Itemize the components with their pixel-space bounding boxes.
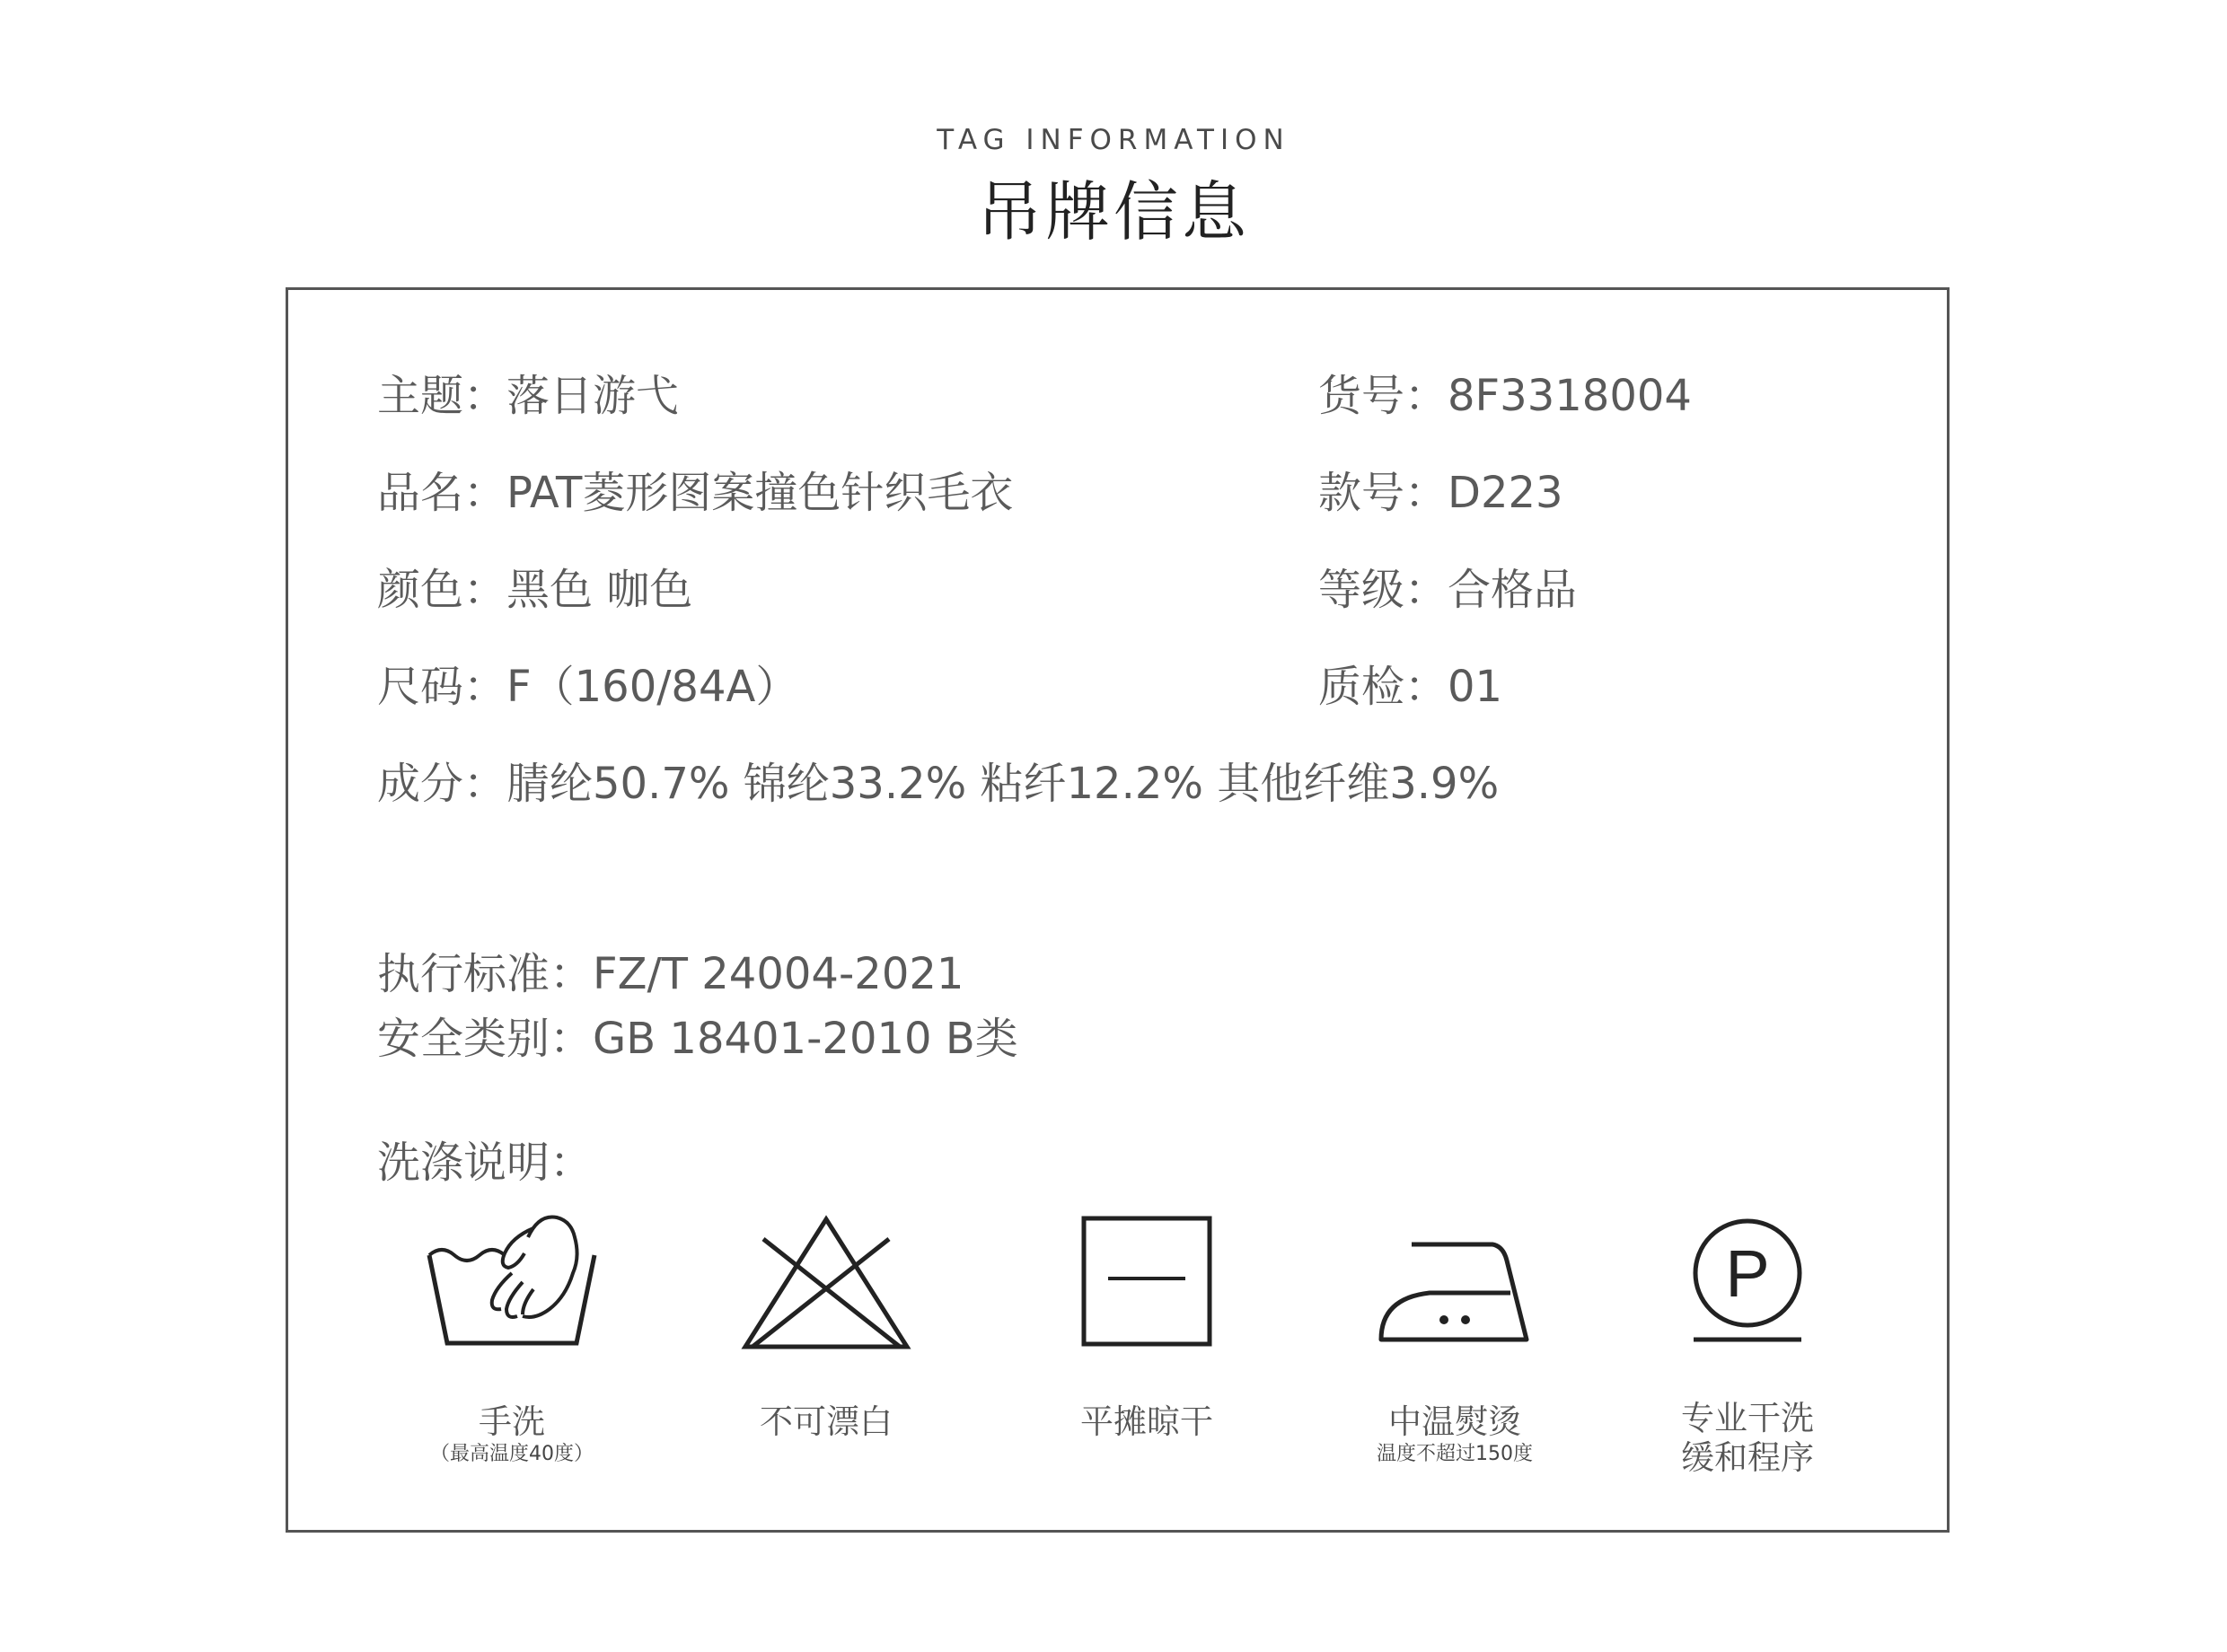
theme-value: 落日游弋 [506,371,680,421]
professional-dry-clean-icon [1685,1217,1810,1343]
care-title: 洗涤说明： [377,1138,594,1188]
iron-medium-label [1329,1402,1580,1467]
product-name-value: PAT菱形图案撞色针织毛衣 [506,468,1014,518]
dry-flat-label [1021,1402,1272,1442]
composition-field [377,749,1499,811]
safety-label: 安全类别： [377,1014,594,1064]
svg-text:P: P [1725,1236,1770,1311]
safety-value: GB 18401-2010 B类 [593,1014,1018,1064]
color-value: 黑色 咖色 [506,565,693,615]
grade-value: 合格品 [1448,565,1578,615]
safety-field [377,1004,1018,1066]
dry-flat-text: 平摊晾干 [1080,1402,1213,1441]
header-en-title: TAG INFORMATION [937,124,1290,156]
professional-dry-clean-text: 专业干洗 [1681,1399,1814,1437]
professional-dry-clean-text-2: 缓和程序 [1681,1438,1814,1477]
iron-medium-subtext: 温度不超过150度 [1377,1443,1533,1465]
hand-wash-label [386,1402,638,1467]
qc-field [1318,652,1502,714]
style-no-label: 款号： [1318,468,1448,518]
standard-label: 执行标准： [377,949,594,999]
size-value: F（160/84A） [506,662,799,712]
standard-field [377,939,964,1001]
item-no-label: 货号： [1318,371,1448,421]
product-name-label: 品名： [377,468,507,518]
no-bleach-text: 不可漂白 [760,1402,893,1441]
product-name-field [377,458,1013,520]
color-field [377,555,692,617]
theme-label: 主题： [377,371,507,421]
composition-label: 成分： [377,759,507,809]
item-no-value: 8F3318004 [1448,371,1692,421]
size-label: 尺码： [377,662,507,712]
hand-wash-text: 手洗 [479,1402,545,1441]
no-bleach-label [700,1402,952,1442]
theme-field [377,361,679,423]
qc-label: 质检： [1318,662,1448,712]
grade-label: 等级： [1318,565,1448,615]
grade-field [1318,555,1577,617]
color-label: 颜色： [377,565,507,615]
style-no-value: D223 [1448,468,1563,518]
composition-value: 腈纶50.7% 锦纶33.2% 粘纤12.2% 其他纤维3.9% [506,759,1500,809]
no-bleach-icon [736,1212,916,1356]
professional-dry-clean-label [1622,1399,1873,1478]
iron-medium-icon [1376,1239,1534,1347]
size-field [377,652,798,714]
hand-wash-subtext: （最高温度40度） [430,1443,594,1465]
qc-value: 01 [1448,662,1503,712]
standard-value: FZ/T 24004-2021 [593,949,964,999]
style-no-field [1318,458,1563,520]
dry-flat-icon [1081,1216,1212,1347]
item-no-field [1318,361,1692,423]
header-cn-title: 吊牌信息 [976,174,1250,250]
iron-medium-text: 中温熨烫 [1388,1402,1521,1441]
hand-wash-icon [422,1210,602,1354]
